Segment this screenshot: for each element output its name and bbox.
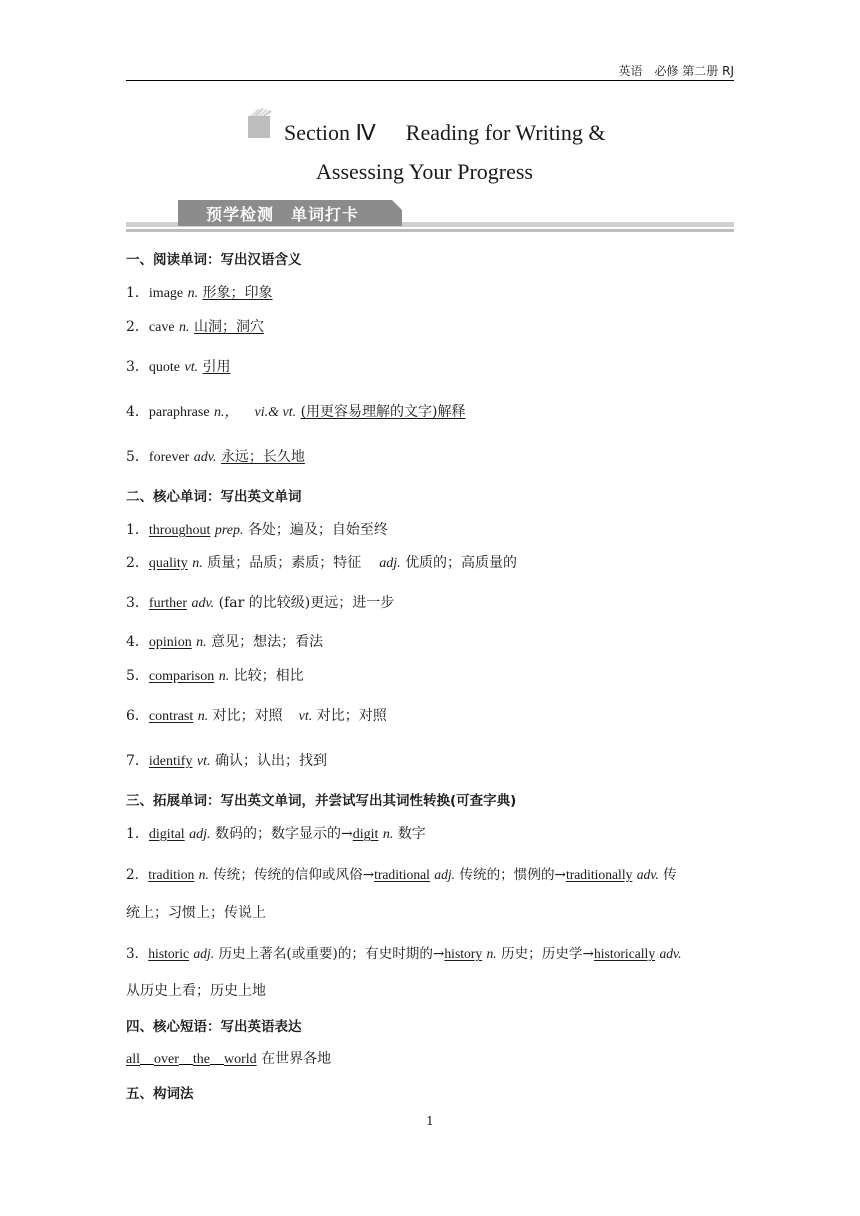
page-number: 1 (426, 1114, 434, 1128)
answer-text: world (224, 1052, 257, 1067)
answer-text: digital (148, 827, 185, 842)
list-item: 3．further adv. (far 的比较级)更远；进一步 (126, 595, 395, 611)
answer-text: 形象；印象 (202, 285, 273, 301)
header-rule (126, 80, 734, 81)
answer-text: historically (593, 946, 656, 961)
answer-text: throughout (148, 523, 211, 538)
section-title-main: Reading for Writing & (405, 120, 606, 145)
answer-text: the (192, 1052, 210, 1067)
list-item: 5．forever adv. 永远；长久地 (126, 449, 305, 465)
section-heading-word-formation: 五、构词法 (126, 1086, 194, 1102)
list-item: 1．digital adj. 数码的；数字显示的→digit n. 数字 (126, 826, 426, 842)
section-banner (126, 200, 734, 234)
answer-text: history (444, 946, 483, 961)
list-item: 1．image n. 形象；印象 (126, 285, 273, 301)
list-item: 1．throughout prep. 各处；遍及；自始至终 (126, 522, 388, 538)
list-item: 7．identify vt. 确认；认出；找到 (126, 753, 327, 769)
list-item: 5．comparison n. 比较；相比 (126, 668, 304, 684)
answer-text: contrast (148, 709, 194, 724)
answer-text: 引用 (202, 359, 231, 375)
banner-label: 预学检测 单词打卡 (206, 205, 360, 224)
list-item: 2．tradition n. 传统；传统的信仰或风俗→traditional adj. 传统的；惯例的→traditionally adv. 传 (126, 867, 677, 883)
answer-text: traditional (374, 867, 430, 882)
answer-text: quality (148, 556, 188, 571)
section-heading-core-phrases: 四、核心短语：写出英语表达 (126, 1019, 302, 1035)
list-item: 4．opinion n. 意见；想法；看法 (126, 634, 324, 650)
answer-text: 山洞；洞穴 (193, 319, 264, 335)
answer-text: digit (352, 827, 379, 842)
list-item-continuation: 从历史上看；历史上地 (126, 983, 266, 999)
answer-text: comparison (148, 669, 215, 684)
list-item: 2．cave n. 山洞；洞穴 (126, 319, 264, 335)
page-title-line1 (284, 120, 606, 146)
list-item: 2．quality n. 质量；品质；素质；特征 adj. 优质的；高质量的 (126, 555, 518, 571)
list-item: 3．quote vt. 引用 (126, 359, 231, 375)
section-heading-core-words: 二、核心单词：写出英文单词 (126, 489, 302, 505)
answer-text: over (154, 1052, 179, 1067)
answer-text: 永远；长久地 (220, 449, 305, 465)
answer-text: all (126, 1052, 140, 1067)
answer-text: historic (148, 946, 190, 961)
list-item: 6．contrast n. 对比；对照 vt. 对比；对照 (126, 708, 387, 724)
section-heading-extended-words: 三、拓展单词：写出英文单词，并尝试写出其词性转换(可查字典) (126, 793, 517, 809)
answer-text: traditionally (565, 867, 633, 882)
answer-text: further (148, 596, 188, 611)
answer-text: identify (148, 754, 193, 769)
phrase-item: all over the world 在世界各地 (126, 1051, 332, 1067)
page-title-line2: Assessing Your Progress (316, 159, 533, 184)
list-item: 4．paraphrase n.， vi.& vt. (用更容易理解的文字)解释 (126, 404, 466, 420)
answer-text: tradition (148, 867, 195, 882)
answer-text: opinion (148, 635, 192, 650)
book-icon (246, 108, 274, 140)
running-header: 英语 必修 第二册 RJ (618, 64, 734, 78)
section-heading-reading-words: 一、阅读单词：写出汉语含义 (126, 252, 302, 268)
answer-text: (用更容易理解的文字)解释 (300, 404, 466, 420)
section-number: Section Ⅳ (284, 120, 376, 145)
list-item: 3．historic adj. 历史上著名(或重要)的；有史时期的→history n. 历史；历史学→historically adv. (126, 946, 682, 962)
list-item-continuation: 统上；习惯上；传说上 (126, 905, 266, 921)
